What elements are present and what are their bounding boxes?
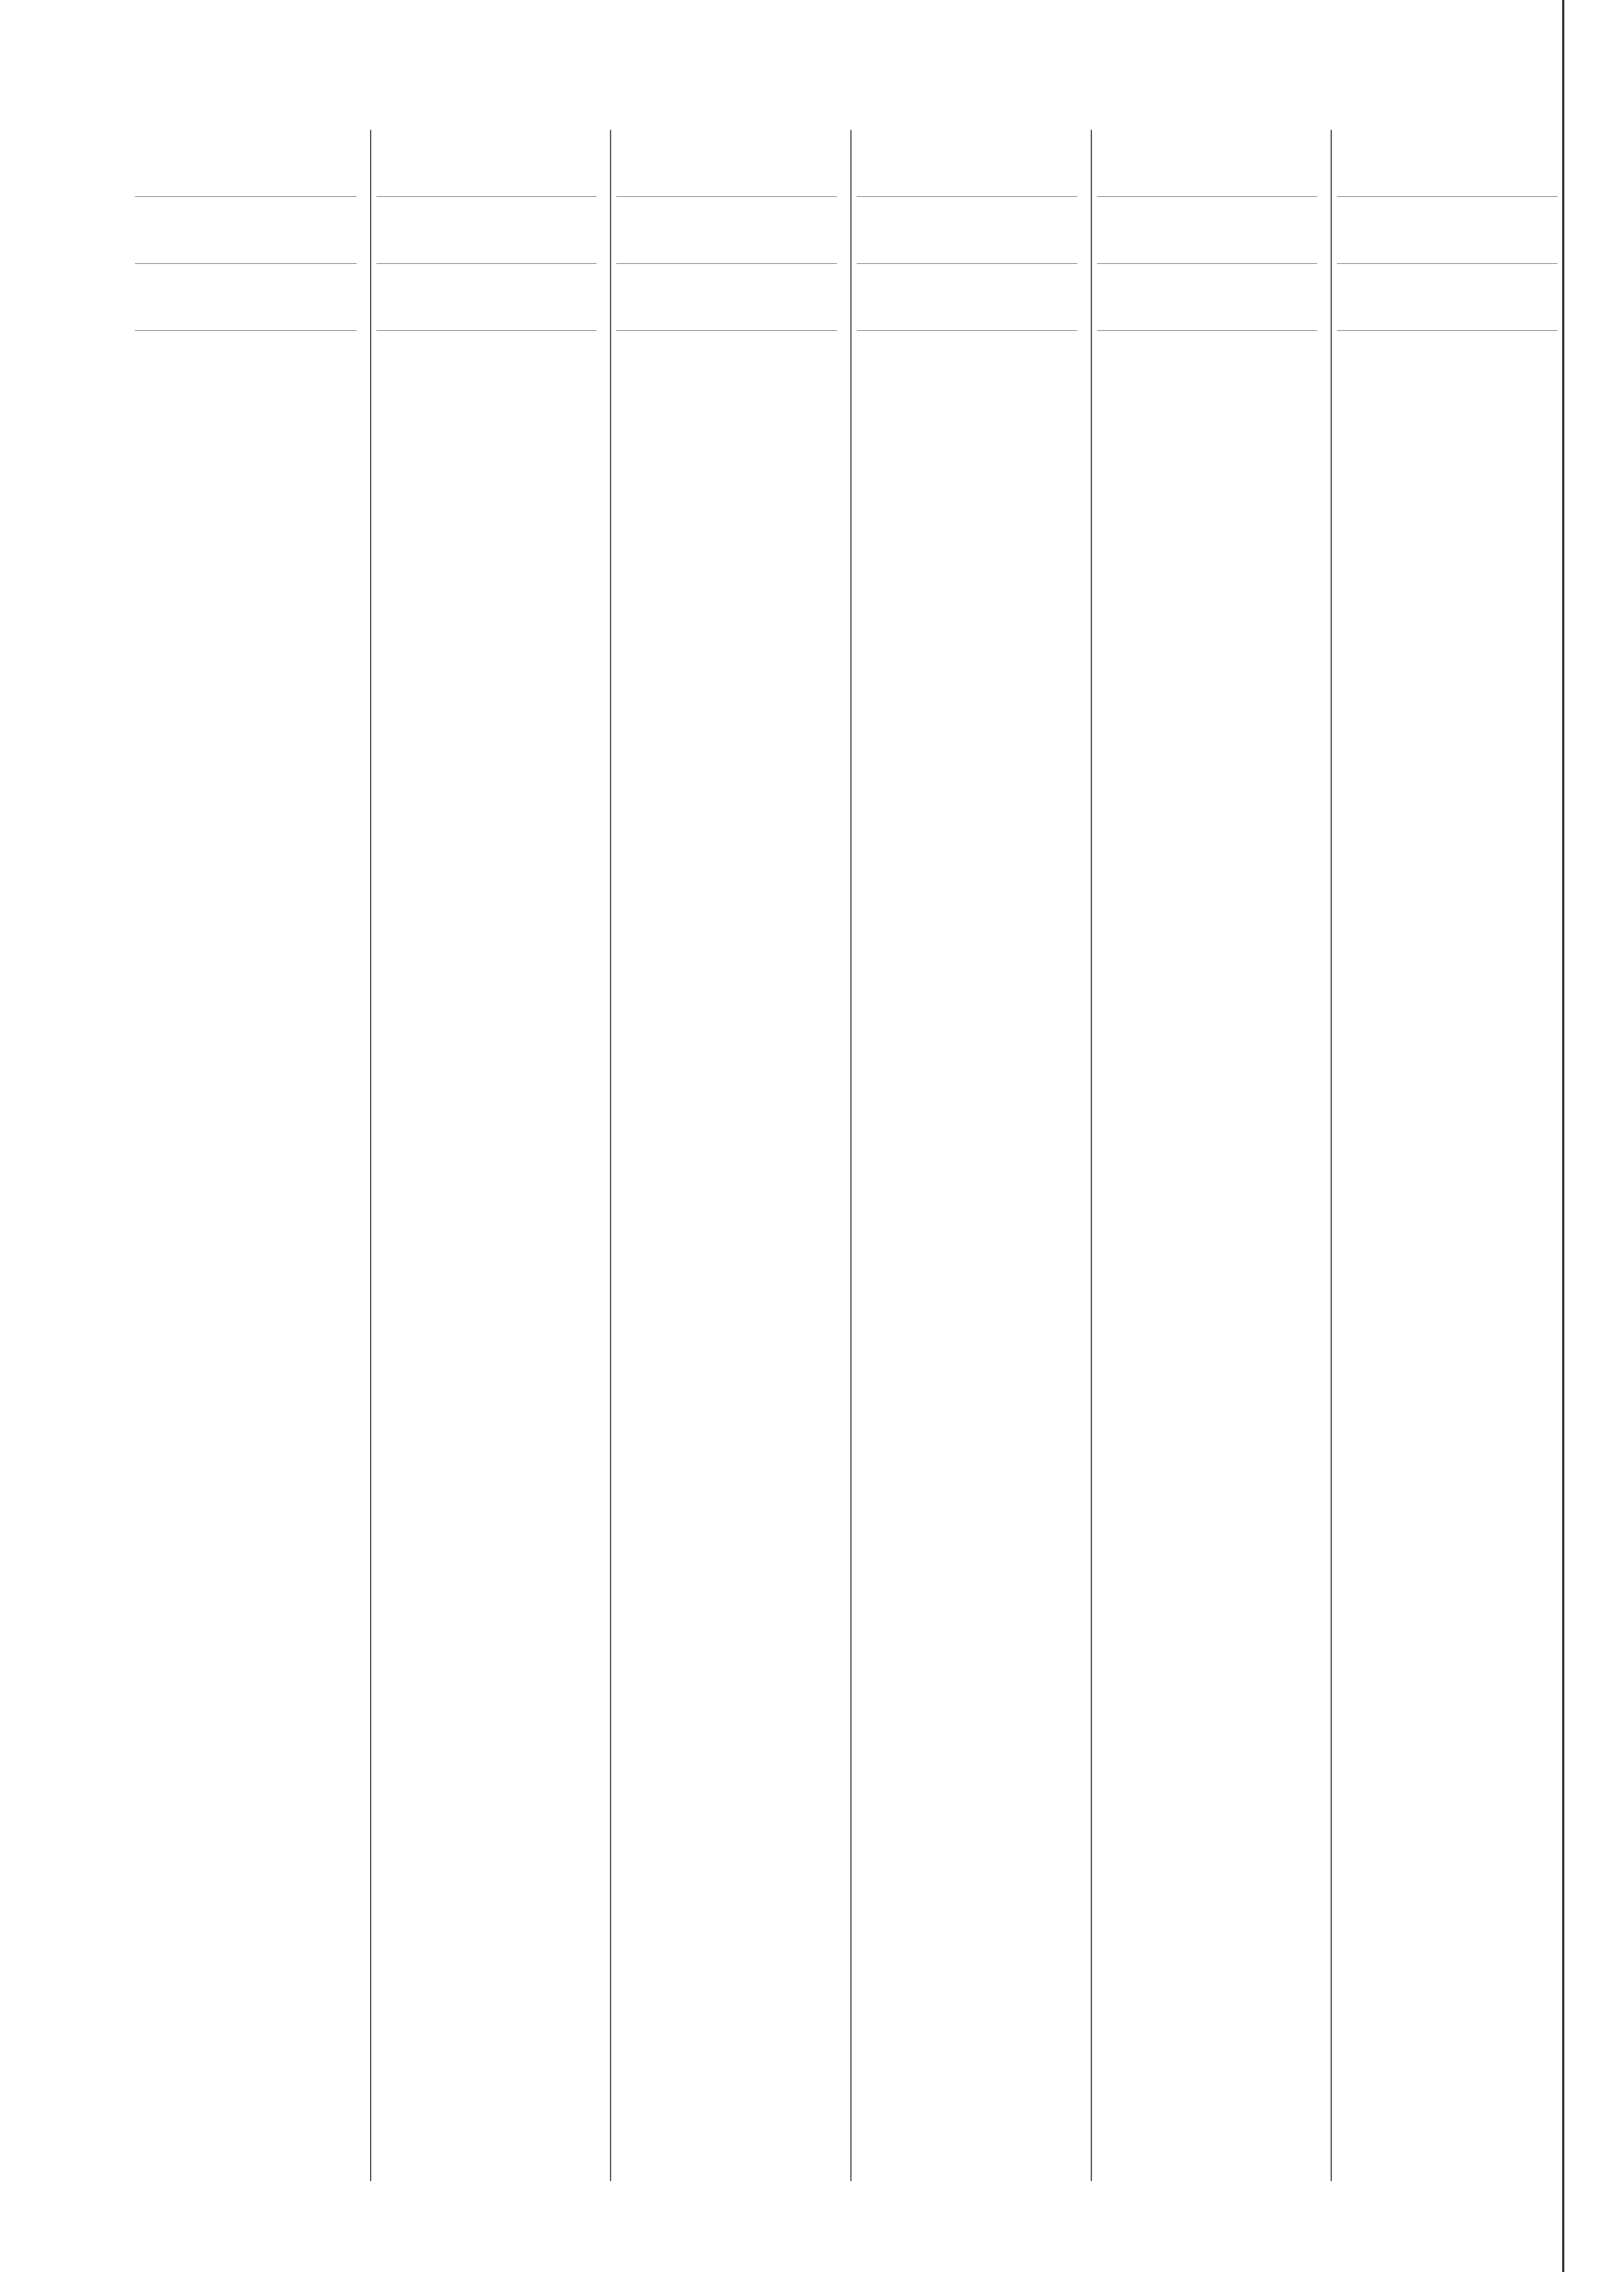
ad-title [857, 134, 1077, 150]
ad-code [135, 231, 357, 241]
classified-ad [857, 197, 1077, 264]
classified-ad [135, 197, 357, 264]
classified-ad [376, 130, 597, 197]
ad-code [1097, 231, 1318, 241]
classified-column-3 [610, 130, 842, 2181]
ad-body [1097, 220, 1318, 231]
ad-code [857, 231, 1077, 241]
ad-body [1337, 153, 1558, 164]
ad-body [1337, 220, 1558, 231]
ad-code [1337, 298, 1558, 308]
ad-title [376, 201, 597, 217]
ad-title [1337, 201, 1558, 217]
ad-code [376, 164, 597, 174]
ad-title [1097, 201, 1318, 217]
ad-title [376, 134, 597, 150]
classified-ad [376, 197, 597, 264]
ad-title [1337, 134, 1558, 150]
ad-body [1097, 153, 1318, 164]
ad-body [1337, 287, 1558, 298]
classified-ad [1097, 264, 1318, 331]
classified-ad [857, 130, 1077, 197]
classified-column-4 [850, 130, 1082, 2181]
ad-code [135, 164, 357, 174]
classified-ad [1097, 197, 1318, 264]
ad-body [135, 153, 357, 164]
ad-title [857, 201, 1077, 217]
ad-body [376, 153, 597, 164]
ad-body [376, 287, 597, 298]
ad-code [1097, 298, 1318, 308]
ad-title [1097, 134, 1318, 150]
ad-body [616, 153, 837, 164]
ad-body [857, 153, 1077, 164]
ad-title [135, 201, 357, 217]
ad-title [135, 134, 357, 150]
classified-ad [616, 197, 837, 264]
ad-body [616, 287, 837, 298]
classified-column-5 [1091, 130, 1323, 2181]
classified-ad [1097, 130, 1318, 197]
classified-ad [616, 264, 837, 331]
ad-body [1097, 287, 1318, 298]
ad-title [135, 268, 357, 284]
classified-ad [857, 264, 1077, 331]
ad-body [616, 220, 837, 231]
classified-column-2 [370, 130, 602, 2181]
classified-column-1 [130, 130, 362, 2181]
classified-ad [1337, 197, 1558, 264]
ad-code [616, 164, 837, 174]
classified-ads-page [130, 130, 1563, 2181]
ad-code [1337, 231, 1558, 241]
ad-code [857, 298, 1077, 308]
classified-ad [616, 130, 837, 197]
ad-code [857, 164, 1077, 174]
classified-column-6 [1331, 130, 1563, 2181]
ad-title [376, 268, 597, 284]
ad-code [1097, 164, 1318, 174]
ad-title [616, 268, 837, 284]
ad-code [1337, 164, 1558, 174]
ad-code [135, 298, 357, 308]
ad-title [1337, 268, 1558, 284]
classified-ad [135, 130, 357, 197]
classified-ad [1337, 130, 1558, 197]
ad-title [1097, 268, 1318, 284]
classified-ad [1337, 264, 1558, 331]
ad-body [135, 287, 357, 298]
ad-title [616, 134, 837, 150]
classified-ad [376, 264, 597, 331]
ad-code [376, 231, 597, 241]
ad-title [616, 201, 837, 217]
ad-code [616, 298, 837, 308]
ad-code [376, 298, 597, 308]
ad-code [616, 231, 837, 241]
ad-body [857, 287, 1077, 298]
classified-ad [135, 264, 357, 331]
classified-columns [130, 130, 1563, 2181]
ad-body [376, 220, 597, 231]
ad-body [857, 220, 1077, 231]
ad-title [857, 268, 1077, 284]
ad-body [135, 220, 357, 231]
